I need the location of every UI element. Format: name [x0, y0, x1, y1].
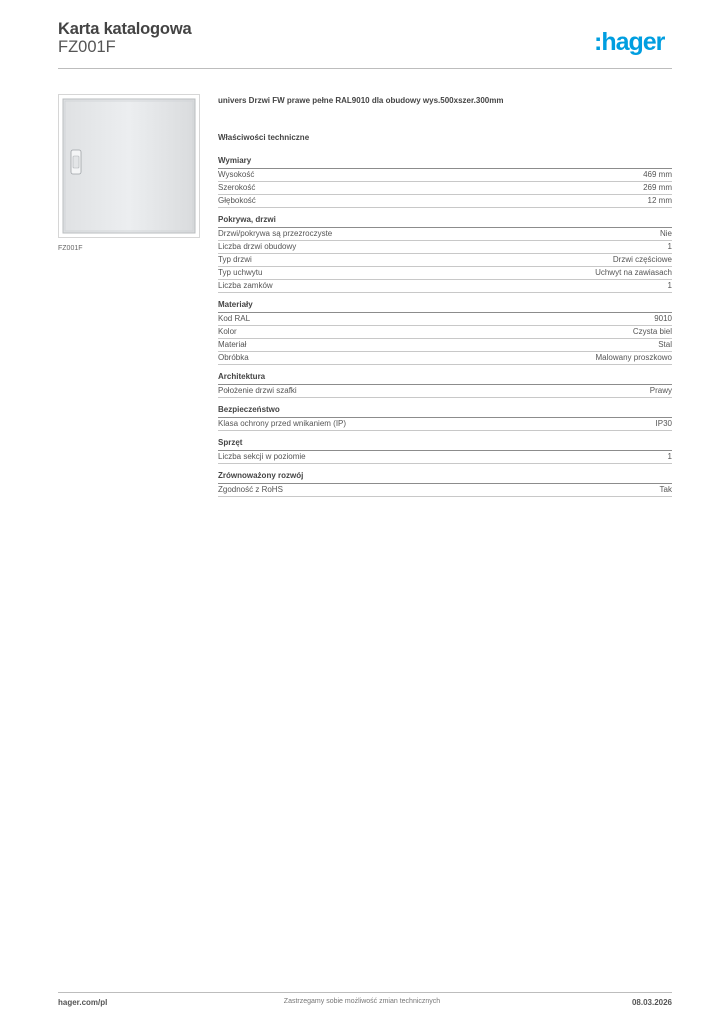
- spec-label: Liczba sekcji w poziomie: [218, 452, 306, 461]
- spec-label: Położenie drzwi szafki: [218, 386, 297, 395]
- footer-disclaimer: Zastrzegamy sobie możliwość zmian technicznych: [283, 998, 441, 1005]
- spec-value: Uchwyt na zawiasach: [595, 268, 672, 277]
- spec-value: 469 mm: [643, 170, 672, 179]
- footer-date: 08.03.2026: [631, 998, 672, 1007]
- hager-logo[interactable]: [594, 26, 676, 58]
- spec-value: Malowany proszkowo: [595, 353, 672, 362]
- spec-row: [218, 195, 672, 208]
- spec-row: [218, 313, 672, 326]
- spec-row: [218, 280, 672, 293]
- door-image: [62, 98, 196, 234]
- spec-row: [218, 326, 672, 339]
- spec-value: Nie: [659, 229, 672, 238]
- footer-website-link[interactable]: hager.com/pl: [58, 998, 108, 1007]
- section-title: Zrównoważony rozwój: [218, 471, 672, 484]
- product-image-frame: [58, 94, 200, 238]
- spec-value: IP30: [655, 419, 672, 428]
- spec-label: Wysokość: [218, 170, 255, 179]
- spec-section: [218, 215, 672, 293]
- page-title: Karta katalogowa: [58, 20, 192, 38]
- image-caption: FZ001F: [58, 245, 83, 252]
- spec-sections: [218, 156, 672, 497]
- spec-value: 1: [667, 452, 672, 461]
- spec-row: [218, 169, 672, 182]
- spec-row: [218, 352, 672, 365]
- spec-section: [218, 471, 672, 497]
- spec-label: Kolor: [218, 327, 237, 336]
- spec-content: [218, 96, 672, 504]
- section-title: Sprzęt: [218, 438, 672, 451]
- spec-value: 1: [667, 242, 672, 251]
- spec-row: [218, 385, 672, 398]
- spec-value: 269 mm: [643, 183, 672, 192]
- section-title: Architektura: [218, 372, 672, 385]
- spec-label: Zgodność z RoHS: [218, 485, 283, 494]
- spec-label: Liczba drzwi obudowy: [218, 242, 297, 251]
- spec-label: Liczba zamków: [218, 281, 273, 290]
- spec-label: Szerokość: [218, 183, 256, 192]
- spec-section: [218, 405, 672, 431]
- spec-section: [218, 438, 672, 464]
- spec-row: [218, 418, 672, 431]
- spec-value: 12 mm: [647, 196, 672, 205]
- section-title: Materiały: [218, 300, 672, 313]
- spec-label: Materiał: [218, 340, 247, 349]
- spec-row: [218, 267, 672, 280]
- spec-row: [218, 451, 672, 464]
- spec-label: Głębokość: [218, 196, 256, 205]
- hager-logo-text: :hager: [594, 28, 665, 56]
- product-code: FZ001F: [58, 38, 116, 56]
- spec-section: [218, 156, 672, 208]
- spec-value: Stal: [658, 340, 672, 349]
- spec-value: 1: [667, 281, 672, 290]
- spec-row: [218, 484, 672, 497]
- spec-section: [218, 372, 672, 398]
- spec-label: Drzwi/pokrywa są przezroczyste: [218, 229, 333, 238]
- header-divider: [58, 68, 672, 69]
- spec-row: [218, 254, 672, 267]
- spec-value: Czysta biel: [632, 327, 672, 336]
- section-title: Bezpieczeństwo: [218, 405, 672, 418]
- spec-label: Kod RAL: [218, 314, 251, 323]
- spec-label: Obróbka: [218, 353, 249, 362]
- spec-value: Tak: [659, 485, 672, 494]
- spec-label: Typ drzwi: [218, 255, 252, 264]
- spec-label: Klasa ochrony przed wnikaniem (IP): [218, 419, 347, 428]
- spec-value: 9010: [654, 314, 672, 323]
- product-description: univers Drzwi FW prawe pełne RAL9010 dla obudowy wys.500xszer.300mm: [218, 96, 504, 105]
- footer-divider: [58, 992, 672, 993]
- spec-value: Prawy: [649, 386, 672, 395]
- section-title: Pokrywa, drzwi: [218, 215, 672, 228]
- spec-row: [218, 228, 672, 241]
- spec-row: [218, 182, 672, 195]
- section-title: Wymiary: [218, 156, 672, 169]
- spec-value: Drzwi częściowe: [612, 255, 672, 264]
- spec-label: Typ uchwytu: [218, 268, 263, 277]
- door-handle-icon: [71, 150, 81, 174]
- spec-section: [218, 300, 672, 365]
- spec-row: [218, 339, 672, 352]
- technical-properties-title: Właściwości techniczne: [218, 133, 310, 142]
- spec-row: [218, 241, 672, 254]
